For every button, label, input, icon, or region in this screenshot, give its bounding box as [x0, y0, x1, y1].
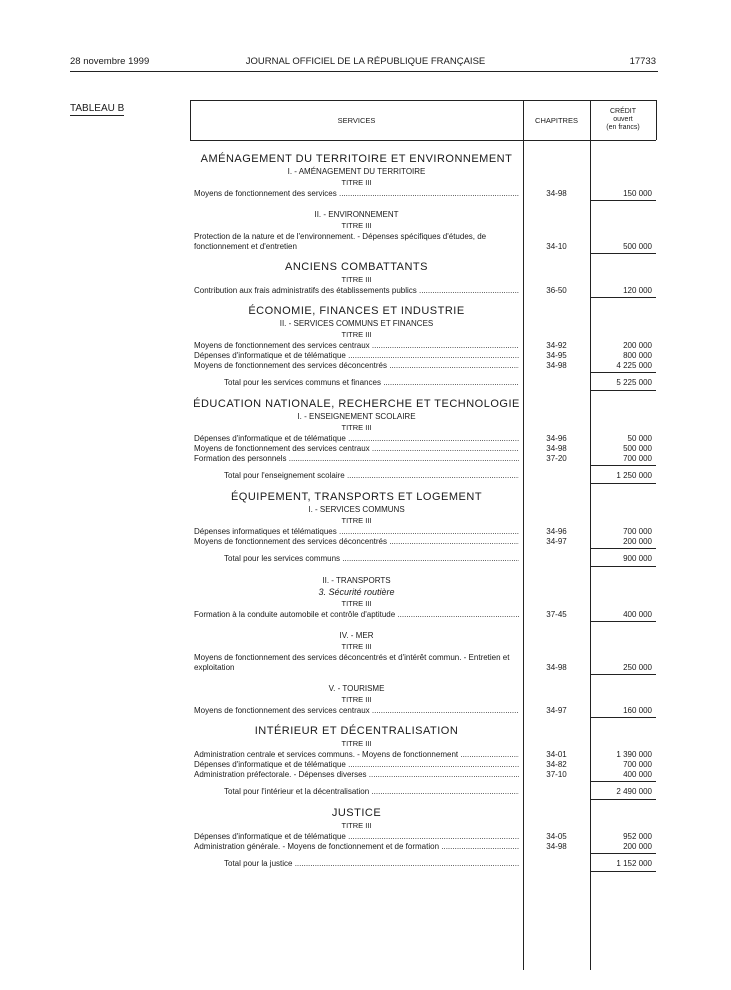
row-amount: 952 000: [623, 832, 652, 841]
row-amount: 700 000: [623, 760, 652, 769]
table-row: [190, 361, 656, 371]
row-chapitre: 37-10: [546, 770, 567, 779]
header-date: 28 novembre 1999: [70, 56, 150, 67]
table-row: [190, 286, 656, 296]
subsection-heading: II. - SERVICES COMMUNS ET FINANCES: [279, 319, 434, 328]
total-label: Total pour les services communs et finances .....: [224, 378, 519, 388]
row-label: Contribution aux frais administratifs des établissements publics .....: [194, 286, 519, 296]
titre-heading: TITRE III: [341, 516, 372, 525]
row-chapitre: 37-45: [546, 610, 567, 619]
row-amount: 1 390 000: [616, 750, 652, 759]
row-amount: 50 000: [627, 434, 652, 443]
row-label: Moyens de fonctionnement des services centraux .....: [194, 341, 519, 351]
total-amount: 1 250 000: [616, 471, 652, 480]
row-amount: 400 000: [623, 610, 652, 619]
section-heading: ANCIENS COMBATTANTS: [285, 261, 428, 273]
section-heading: AMÉNAGEMENT DU TERRITOIRE ET ENVIRONNEMENT: [200, 153, 513, 165]
total-label: Total pour l'enseignement scolaire .....: [224, 471, 519, 481]
amount-rule: [590, 200, 656, 201]
row-chapitre: 34-01: [546, 750, 567, 759]
column-header-chapitres: CHAPITRES: [535, 116, 578, 125]
table-right-rule: [656, 100, 657, 140]
table-row: [190, 760, 656, 770]
table-row: [190, 232, 656, 252]
row-label: Dépenses d'informatique et de télématique .....: [194, 832, 519, 842]
section-heading: ÉCONOMIE, FINANCES ET INDUSTRIE: [248, 305, 465, 317]
total-amount: 2 490 000: [616, 787, 652, 796]
table-row: [190, 832, 656, 842]
table-row: [190, 189, 656, 199]
row-label: Moyens de fonctionnement des services .....: [194, 189, 519, 199]
row-label: Moyens de fonctionnement des services déconcentrés .....: [194, 537, 519, 547]
section-heading: ÉDUCATION NATIONALE, RECHERCHE ET TECHNOLOGIE: [193, 398, 520, 410]
titre-heading: TITRE III: [341, 178, 372, 187]
total-row: [190, 551, 656, 565]
amount-rule: [590, 390, 656, 391]
amount-rule: [590, 548, 656, 549]
amount-rule: [590, 297, 656, 298]
row-chapitre: 34-92: [546, 341, 567, 350]
total-row: [190, 784, 656, 798]
subsection-heading: V. - TOURISME: [328, 684, 385, 693]
row-chapitre: 34-98: [546, 361, 567, 370]
row-label: Administration préfectorale. - Dépenses diverses .....: [194, 770, 519, 780]
credit-header-line-2: ouvert: [613, 116, 633, 123]
amount-rule: [590, 853, 656, 854]
row-amount: 700 000: [623, 527, 652, 536]
table-row: [190, 454, 656, 464]
total-row: [190, 856, 656, 870]
row-chapitre: 34-95: [546, 351, 567, 360]
column-header-services: SERVICES: [337, 116, 376, 125]
amount-rule: [590, 674, 656, 675]
amount-rule: [590, 372, 656, 373]
row-label: Formation à la conduite automobile et contrôle d'aptitude .....: [194, 610, 519, 620]
total-row: [190, 375, 656, 389]
section-heading: JUSTICE: [331, 807, 382, 819]
amount-rule: [590, 717, 656, 718]
subsection-heading: II. - ENVIRONNEMENT: [314, 210, 399, 219]
row-label: Dépenses d'informatique et de télématique .....: [194, 351, 519, 361]
subsection-heading: II. - TRANSPORTS: [322, 576, 391, 585]
total-label: Total pour la justice .....: [224, 859, 519, 869]
row-label: Moyens de fonctionnement des services déconcentrés .....: [194, 361, 519, 371]
titre-heading: TITRE III: [341, 221, 372, 230]
table-row: [190, 537, 656, 547]
section-heading: ÉQUIPEMENT, TRANSPORTS ET LOGEMENT: [230, 491, 483, 503]
row-amount: 500 000: [623, 444, 652, 453]
row-chapitre: 34-97: [546, 537, 567, 546]
amount-rule: [590, 253, 656, 254]
total-row: [190, 468, 656, 482]
table-row: [190, 770, 656, 780]
table-row: [190, 750, 656, 760]
journal-title: JOURNAL OFFICIEL DE LA RÉPUBLIQUE FRANÇAISE: [245, 56, 486, 67]
row-label: Moyens de fonctionnement des services déconcentrés et d'intérêt commun. - Entretien et exploitation: [194, 653, 510, 672]
row-amount: 160 000: [623, 706, 652, 715]
table-row: [190, 706, 656, 716]
row-amount: 200 000: [623, 842, 652, 851]
subsection-heading: I. - SERVICES COMMUNS: [308, 505, 405, 514]
table-row: [190, 842, 656, 852]
titre-heading: TITRE III: [341, 695, 372, 704]
row-chapitre: 34-97: [546, 706, 567, 715]
row-chapitre: 34-96: [546, 527, 567, 536]
row-label: Moyens de fonctionnement des services centraux .....: [194, 444, 519, 454]
table-row: [190, 610, 656, 620]
row-amount: 200 000: [623, 341, 652, 350]
row-chapitre: 34-98: [546, 189, 567, 198]
row-amount: 4 225 000: [616, 361, 652, 370]
titre-heading: TITRE III: [341, 642, 372, 651]
row-amount: 500 000: [623, 242, 652, 251]
total-amount: 5 225 000: [616, 378, 652, 387]
amount-rule: [590, 799, 656, 800]
row-amount: 800 000: [623, 351, 652, 360]
column-header-credit: [590, 108, 656, 132]
amount-rule: [590, 621, 656, 622]
header-rule: [70, 71, 658, 72]
row-chapitre: 34-96: [546, 434, 567, 443]
row-amount: 120 000: [623, 286, 652, 295]
table-row: [190, 444, 656, 454]
total-amount: 1 152 000: [616, 859, 652, 868]
credit-header-line-3: (en francs): [606, 124, 640, 131]
row-label: Dépenses d'informatique et de télématique .....: [194, 760, 519, 770]
row-label: Moyens de fonctionnement des services centraux .....: [194, 706, 519, 716]
table-top-rule: [190, 100, 656, 101]
row-amount: 400 000: [623, 770, 652, 779]
titre-heading: TITRE III: [341, 821, 372, 830]
tableau-label: TABLEAU B: [70, 103, 125, 114]
subsection-heading: 3. Sécurité routière: [318, 587, 395, 597]
subsection-heading: I. - ENSEIGNEMENT SCOLAIRE: [297, 412, 416, 421]
row-amount: 200 000: [623, 537, 652, 546]
amount-rule: [590, 483, 656, 484]
table-row: [190, 434, 656, 444]
credit-header-line-1: CRÉDIT: [609, 108, 637, 115]
table-row: [190, 351, 656, 361]
total-amount: 900 000: [623, 554, 652, 563]
table-row: [190, 653, 656, 673]
row-chapitre: 34-10: [546, 242, 567, 251]
table-header-rule: [190, 140, 656, 141]
row-chapitre: 36-50: [546, 286, 567, 295]
row-label: Administration centrale et services communs. - Moyens de fonctionnement .....: [194, 750, 519, 760]
subsection-heading: I. - AMÉNAGEMENT DU TERRITOIRE: [287, 167, 426, 176]
titre-heading: TITRE III: [341, 599, 372, 608]
row-chapitre: 34-98: [546, 663, 567, 672]
titre-heading: TITRE III: [341, 330, 372, 339]
row-label: Dépenses informatiques et télématiques .....: [194, 527, 519, 537]
row-chapitre: 34-98: [546, 444, 567, 453]
row-chapitre: 37-20: [546, 454, 567, 463]
amount-rule: [590, 566, 656, 567]
section-heading: INTÉRIEUR ET DÉCENTRALISATION: [254, 725, 459, 737]
page-number: 17733: [629, 56, 656, 67]
row-chapitre: 34-82: [546, 760, 567, 769]
table-row: [190, 527, 656, 537]
row-amount: 250 000: [623, 663, 652, 672]
amount-rule: [590, 871, 656, 872]
subsection-heading: IV. - MER: [339, 631, 374, 640]
row-label: Dépenses d'informatique et de télématique .....: [194, 434, 519, 444]
budget-table: [190, 100, 656, 970]
row-label: Formation des personnels .....: [194, 454, 519, 464]
row-chapitre: 34-98: [546, 842, 567, 851]
row-label: Administration générale. - Moyens de fonctionnement et de formation .....: [194, 842, 519, 852]
table-row: [190, 341, 656, 351]
titre-heading: TITRE III: [341, 739, 372, 748]
amount-rule: [590, 465, 656, 466]
total-label: Total pour les services communs .....: [224, 554, 519, 564]
table-body: [190, 148, 656, 874]
row-chapitre: 34-05: [546, 832, 567, 841]
amount-rule: [590, 781, 656, 782]
titre-heading: TITRE III: [341, 275, 372, 284]
row-amount: 150 000: [623, 189, 652, 198]
row-label: Protection de la nature et de l'environnement. - Dépenses spécifiques d'études, de fonctionnement et d'entretien: [194, 232, 487, 251]
total-label: Total pour l'intérieur et la décentralisation .....: [224, 787, 519, 797]
row-amount: 700 000: [623, 454, 652, 463]
titre-heading: TITRE III: [341, 423, 372, 432]
